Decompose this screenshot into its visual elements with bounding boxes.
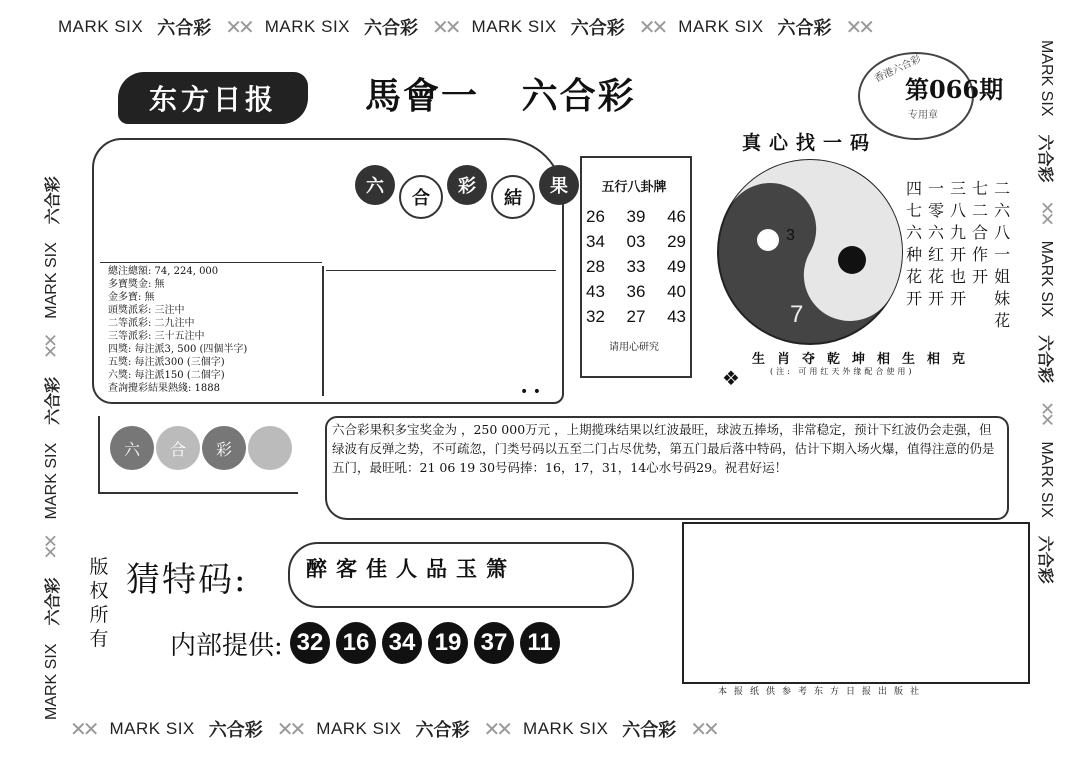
poem-char: 红 [928, 245, 945, 264]
small-ball [248, 426, 292, 470]
wuxing-table [586, 204, 686, 329]
copyright-notice: 版权所有 [89, 556, 109, 650]
poem-char: 三 [950, 179, 967, 198]
poem-char: 开 [972, 267, 989, 286]
ribbon-mark-six: MARK SIX [1038, 441, 1056, 518]
crossed-x-icon: ✕✕ [41, 336, 61, 359]
poem-char: 六 [994, 201, 1011, 220]
number-ball: 16 [336, 622, 376, 664]
poem-char: 七 [906, 201, 923, 220]
wuxing-cell: 43 [586, 282, 605, 301]
right-border-ribbon [1035, 40, 1058, 584]
crossed-x-icon: ✕✕ [1037, 200, 1057, 223]
bottom-border-ribbon [70, 716, 716, 742]
inner-numbers [290, 622, 560, 664]
zodiac-note: (注: 可用红天外缘配合使用) [770, 367, 915, 376]
crossed-x-icon: ✕✕ [1037, 401, 1057, 424]
crossed-x-icon: ✕✕ [483, 718, 510, 741]
ribbon-mark-six: MARK SIX [109, 719, 195, 738]
knot-icon: ❖ [722, 366, 740, 390]
wuxing-cell: 28 [586, 257, 605, 276]
poem-char: 姐 [994, 267, 1011, 286]
prize-line: 頭獎派彩: 三注中 [108, 305, 185, 316]
result-title-balls [355, 165, 579, 219]
poem-char: 妹 [994, 289, 1011, 308]
wuxing-footer: 请用心研究 [609, 342, 659, 353]
wuxing-cell: 03 [626, 232, 646, 251]
guess-label: 猜特码: [126, 560, 248, 600]
yinyang-number-top: 3 [786, 227, 795, 244]
yinyang-icon [716, 158, 904, 346]
ribbon-mark-six: MARK SIX [1038, 240, 1056, 318]
poem-char: 开 [906, 289, 923, 308]
crossed-x-icon: ✕✕ [638, 16, 665, 39]
stamp-top-text: 香港六合彩 [872, 53, 923, 85]
riddle-text: 醉客佳人品玉箫 [306, 556, 516, 581]
wuxing-cell: 49 [667, 257, 686, 276]
wuxing-cell: 43 [667, 307, 686, 326]
ribbon-lhc: 六合彩 [1036, 335, 1053, 384]
ribbon-mark-six: MARK SIX [42, 442, 60, 520]
prize-line: 三等派彩: 三十五注中 [108, 331, 205, 342]
ribbon-lhc: 六合彩 [1036, 134, 1053, 183]
wuxing-cell: 32 [586, 307, 605, 326]
small-balls [110, 426, 292, 470]
crossed-x-icon: ✕✕ [690, 718, 716, 741]
poem-char: 二 [994, 179, 1011, 198]
small-ball: 六 [110, 426, 154, 470]
ribbon-lhc: 六合彩 [208, 720, 263, 740]
headline-mark-six: 六合彩 [521, 75, 636, 117]
poem-char: 八 [994, 223, 1011, 242]
ribbon-lhc: 六合彩 [622, 720, 677, 740]
ribbon-mark-six: MARK SIX [471, 17, 557, 36]
poem-char: 九 [950, 223, 967, 242]
ribbon-lhc: 六合彩 [364, 18, 419, 38]
poem-char: 四 [906, 179, 923, 198]
number-ball: 37 [474, 622, 514, 664]
result-divider [100, 262, 322, 263]
crossed-x-icon: ✕✕ [70, 718, 96, 741]
crossed-x-icon: ✕✕ [225, 16, 251, 39]
article-text: 六合彩果积多宝奖金为 ，250 000万元 ，上期揽珠结果以红波最旺，球波五捧场，非常稳定，预计下红波仍会走强，但绿波有反弹之势，不可疏忽，门类号码以五至二门占尽优势，第五门最后落中特码，估计下期入场火爆，值得注意的仍是五门，最旺吼：21 06 19 30号码捧：16，17，31，14心水号码29。祝君好运！ [332, 422, 995, 475]
wuxing-row [586, 304, 686, 329]
number-ball: 19 [428, 622, 468, 664]
poem-column [994, 178, 1010, 332]
wuxing-row [586, 254, 686, 279]
poem-char: 花 [906, 267, 923, 286]
wuxing-title: 五行八卦牌 [601, 180, 667, 195]
poem-column [972, 178, 988, 332]
stamp-bottom-text: 专用章 [908, 110, 938, 121]
ribbon-lhc: 六合彩 [570, 18, 625, 38]
number-ball: 11 [520, 622, 560, 664]
wuxing-cell: 27 [626, 307, 646, 326]
prize-line: 總注總額: 74, 224, 000 [108, 266, 219, 277]
poem-char: 七 [972, 179, 989, 198]
prize-line: 查詢攪彩結果熱綫: 1888 [108, 383, 220, 394]
wuxing-cell: 29 [667, 232, 686, 251]
wuxing-cell: 34 [586, 232, 605, 251]
prize-line: 六獎: 每注派150 (二個字) [108, 370, 225, 381]
crossed-x-icon: ✕✕ [432, 16, 458, 39]
wuxing-cell: 39 [626, 207, 646, 226]
wuxing-cell: 26 [586, 207, 605, 226]
ribbon-lhc: 六合彩 [157, 18, 212, 38]
ribbon-lhc: 六合彩 [45, 376, 62, 425]
headline [365, 68, 664, 119]
title-ball: 結 [491, 175, 535, 219]
prize-list [108, 265, 247, 395]
prize-line: 多寶獎金: 無 [108, 279, 165, 290]
poem-char: 开 [950, 245, 967, 264]
crossed-x-icon: ✕✕ [276, 718, 303, 741]
poem-char: 八 [950, 201, 967, 220]
inner-label: 内部提供: [170, 631, 283, 661]
wuxing-row [586, 279, 686, 304]
poem-char: 花 [928, 267, 945, 286]
number-ball: 32 [290, 622, 330, 664]
wuxing-row [586, 229, 686, 254]
poem-char: 也 [950, 267, 967, 286]
prize-line: 四獎: 每注派3, 500 (四個半字) [108, 344, 248, 355]
publisher-note: 本报纸供参考东方日报出版社 [718, 687, 927, 697]
poem-column [950, 178, 966, 332]
ribbon-lhc: 六合彩 [45, 176, 62, 225]
headline-jockey: 馬會一 [365, 75, 480, 117]
ribbon-mark-six: MARK SIX [523, 719, 609, 738]
yinyang-title: 真心找一码 [742, 132, 878, 154]
poem-char: 作 [972, 245, 989, 264]
yinyang-poem [906, 178, 1010, 332]
poem-char: 合 [972, 223, 989, 242]
ribbon-mark-six: MARK SIX [1038, 40, 1056, 117]
poem-char: 一 [994, 245, 1011, 264]
prize-line: 金多寶: 無 [108, 292, 155, 303]
prize-line: 五獎: 每注派300 (三個字) [108, 357, 225, 368]
poem-char: 六 [928, 223, 945, 242]
poem-char: 开 [950, 289, 967, 308]
left-border-ribbon [40, 176, 63, 720]
poem-char: 开 [928, 289, 945, 308]
prize-line: 二等派彩: 二九注中 [108, 318, 195, 329]
ribbon-mark-six: MARK SIX [42, 242, 60, 319]
poem-char: 零 [928, 201, 945, 220]
number-ball: 34 [382, 622, 422, 664]
ribbon-mark-six: MARK SIX [678, 17, 764, 36]
brand-logo: 东方日报 [118, 72, 308, 124]
poem-char: 六 [906, 223, 923, 242]
top-border-ribbon [58, 14, 871, 40]
wuxing-cell: 36 [626, 282, 646, 301]
result-divider [322, 266, 324, 396]
crossed-x-icon: ✕✕ [41, 537, 61, 560]
poem-char: 种 [906, 245, 923, 264]
ribbon-mark-six: MARK SIX [264, 17, 351, 36]
ribbon-lhc: 六合彩 [415, 720, 470, 740]
poem-char: 一 [928, 179, 945, 198]
ribbon-mark-six: MARK SIX [58, 17, 144, 36]
title-ball: 六 [355, 165, 395, 205]
ribbon-mark-six: MARK SIX [42, 643, 60, 720]
decorative-dots: • • [520, 384, 541, 400]
ribbon-lhc: 六合彩 [45, 577, 62, 626]
title-ball: 果 [539, 165, 579, 205]
poem-char: 花 [994, 311, 1011, 330]
ribbon-lhc: 六合彩 [777, 18, 832, 38]
zodiac-line: 生肖夺乾坤相生相克 [752, 352, 978, 367]
blank-panel [682, 522, 1030, 684]
result-blank-area [326, 270, 556, 395]
title-ball: 彩 [447, 165, 487, 205]
poem-column [928, 178, 944, 332]
wuxing-row [586, 204, 686, 229]
wuxing-cell: 40 [667, 282, 686, 301]
yinyang-number-bottom: 7 [790, 301, 804, 328]
small-ball: 合 [156, 426, 200, 470]
poem-column [906, 178, 922, 332]
title-ball: 合 [399, 175, 443, 219]
poem-char: 二 [972, 201, 989, 220]
ribbon-lhc: 六合彩 [1036, 535, 1053, 584]
issue-number: 第066期 [905, 75, 1004, 104]
small-ball: 彩 [202, 426, 246, 470]
ribbon-mark-six: MARK SIX [316, 719, 402, 738]
wuxing-cell: 46 [667, 207, 686, 226]
crossed-x-icon: ✕✕ [845, 16, 872, 39]
wuxing-cell: 33 [626, 257, 646, 276]
